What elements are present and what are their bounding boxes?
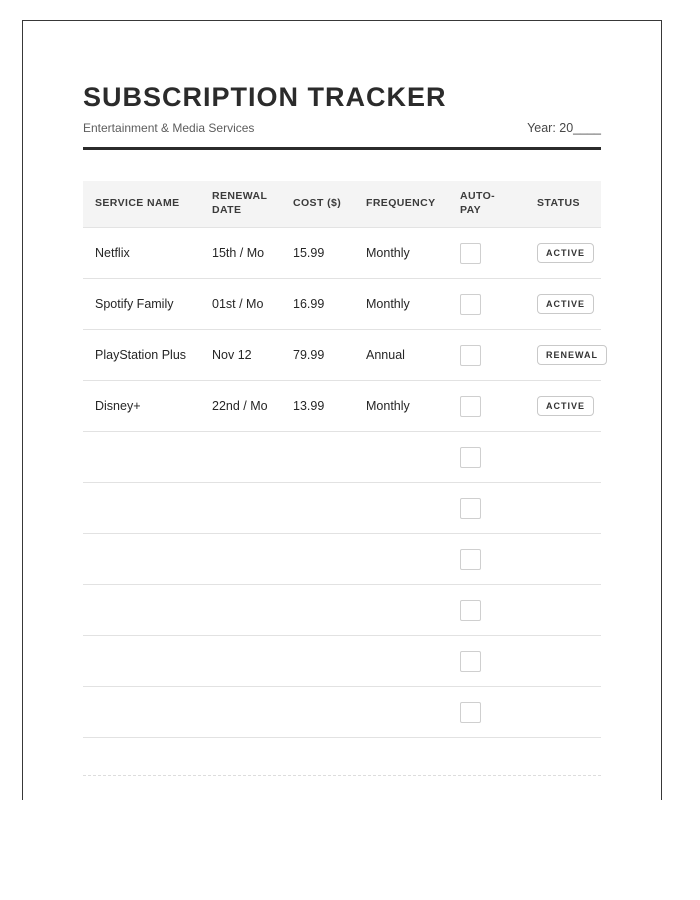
service-name-cell: PlayStation Plus [95,348,187,362]
column-header-renewal: RENEWAL DATE [212,190,268,216]
table-body [83,228,601,738]
page-title: SUBSCRIPTION TRACKER [83,82,447,112]
renewal-date-cell: 22nd / Mo [212,399,268,413]
cost-cell: 13.99 [293,399,325,413]
table-row [83,228,601,279]
column-header-service: SERVICE NAME [95,197,180,210]
page-subtitle: Entertainment & Media Services [83,121,255,135]
status-cell [537,243,601,263]
table-row [83,381,601,432]
sheet-frame [22,20,662,800]
autopay-checkbox[interactable] [460,498,481,519]
status-cell [537,294,601,314]
autopay-cell [460,702,537,723]
table-row-empty [83,585,601,636]
table-row-empty [83,534,601,585]
cost-cell: 15.99 [293,246,325,260]
frequency-cell: Monthly [366,399,410,413]
frequency-cell: Monthly [366,246,410,260]
service-name-cell: Netflix [95,246,130,260]
autopay-cell [460,396,537,417]
dashed-divider [83,775,601,776]
table-row [83,279,601,330]
frequency-cell: Annual [366,348,405,362]
table-header-row [83,181,601,228]
service-name-cell: Spotify Family [95,297,174,311]
sheet-content [23,21,661,776]
status-cell [537,345,607,365]
autopay-cell [460,345,537,366]
status-cell [537,396,601,416]
status-badge: ACTIVE [537,294,594,314]
autopay-checkbox[interactable] [460,243,481,264]
status-badge: ACTIVE [537,396,594,416]
header-divider [83,147,601,150]
renewal-date-cell: 15th / Mo [212,246,265,260]
meta-row [83,121,601,135]
autopay-checkbox[interactable] [460,396,481,417]
autopay-cell [460,294,537,315]
autopay-checkbox[interactable] [460,651,481,672]
column-header-frequency: FREQUENCY [366,197,436,210]
status-badge: ACTIVE [537,243,594,263]
autopay-cell [460,447,537,468]
autopay-checkbox[interactable] [460,702,481,723]
autopay-cell [460,243,537,264]
autopay-checkbox[interactable] [460,345,481,366]
renewal-date-cell: Nov 12 [212,348,252,362]
cost-cell: 16.99 [293,297,325,311]
table-row-empty [83,636,601,687]
table-row-empty [83,483,601,534]
status-badge: RENEWAL [537,345,607,365]
autopay-cell [460,498,537,519]
autopay-checkbox[interactable] [460,549,481,570]
column-header-autopay: AUTO-PAY [460,190,496,216]
table-row [83,330,601,381]
autopay-checkbox[interactable] [460,294,481,315]
cost-cell: 79.99 [293,348,325,362]
table-row-empty [83,432,601,483]
autopay-checkbox[interactable] [460,600,481,621]
table-row-empty [83,687,601,738]
column-header-cost: COST ($) [293,197,342,210]
year-field[interactable]: Year: 20____ [527,121,601,135]
subscription-table [83,181,601,738]
renewal-date-cell: 01st / Mo [212,297,264,311]
autopay-checkbox[interactable] [460,447,481,468]
service-name-cell: Disney+ [95,399,141,413]
autopay-cell [460,651,537,672]
autopay-cell [460,600,537,621]
autopay-cell [460,549,537,570]
column-header-status: STATUS [537,197,580,210]
frequency-cell: Monthly [366,297,410,311]
